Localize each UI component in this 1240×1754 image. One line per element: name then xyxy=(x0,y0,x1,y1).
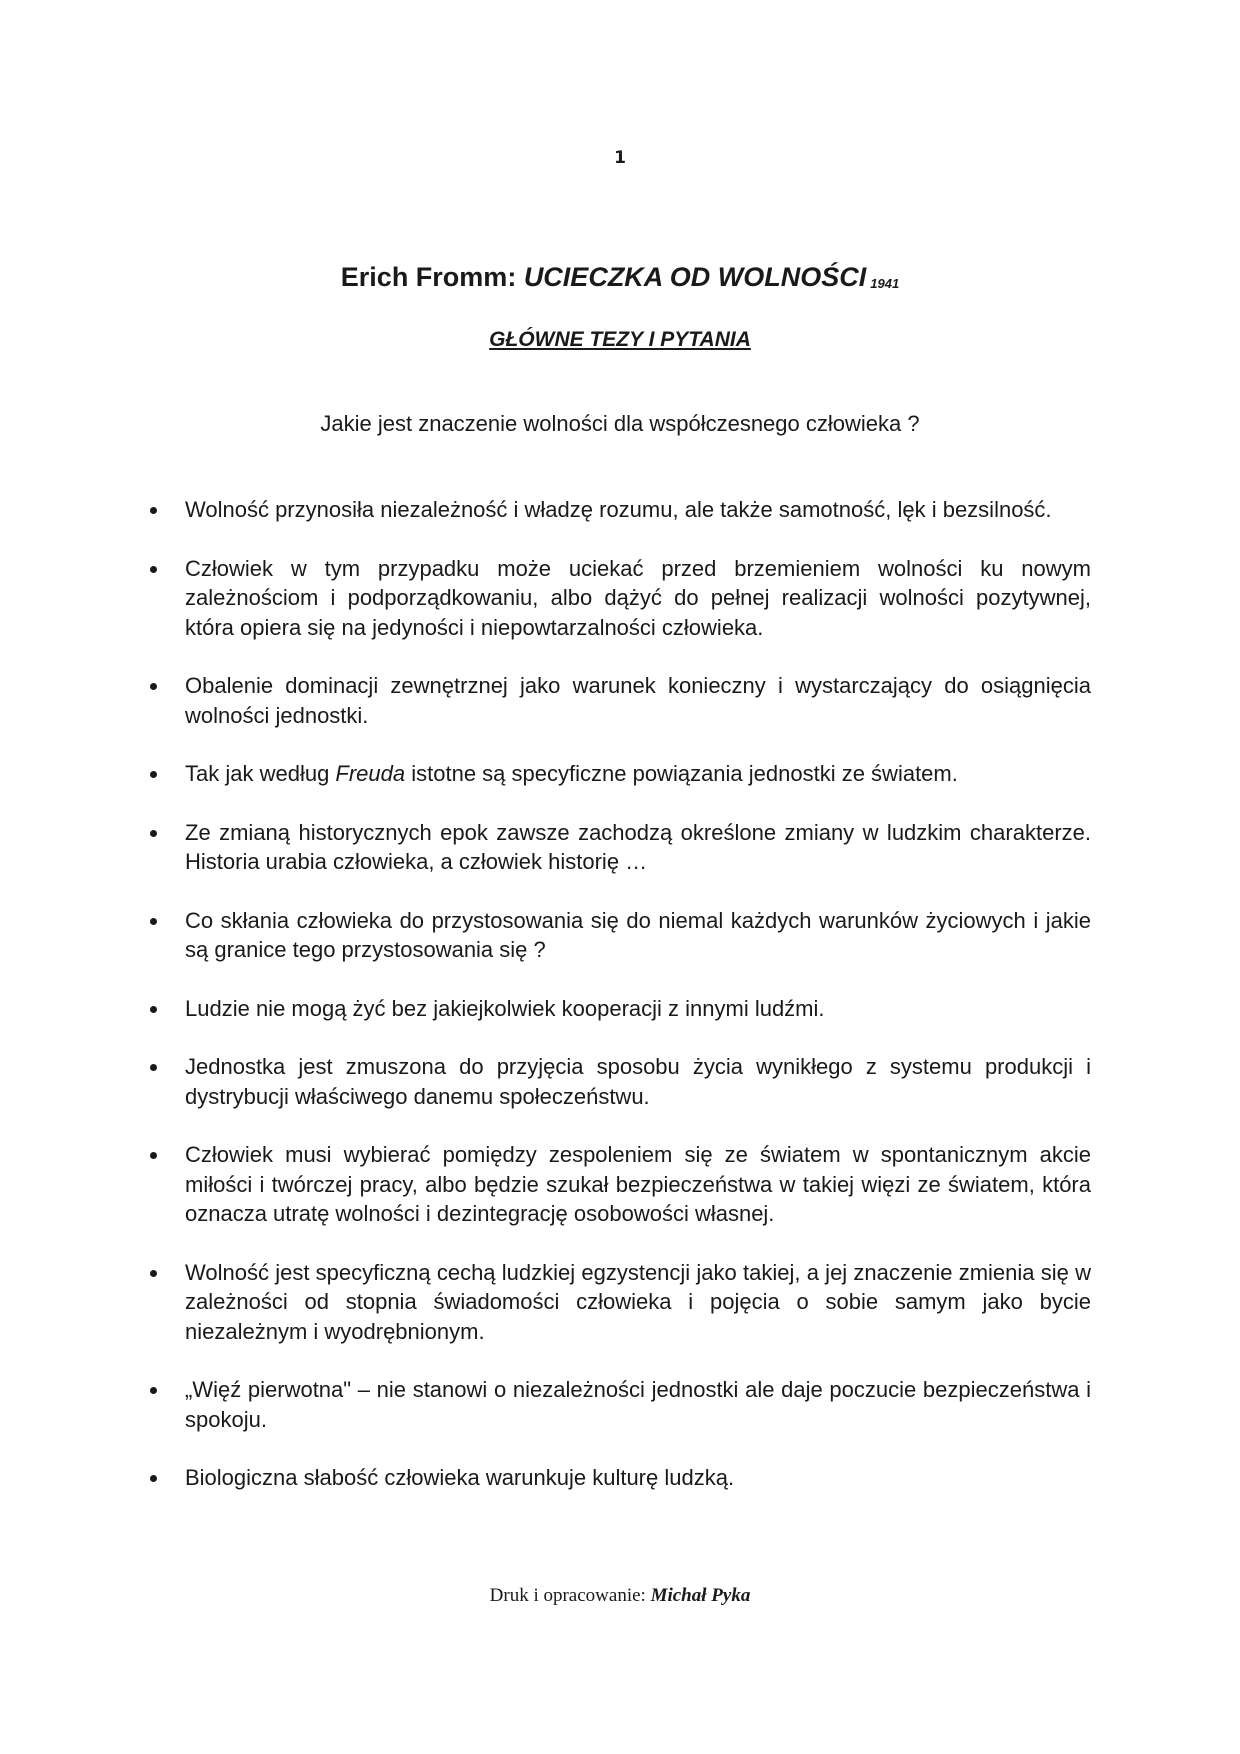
title-book: UCIECZKA OD WOLNOŚCI xyxy=(523,262,867,292)
bullet-dot xyxy=(150,1387,157,1394)
bullet-text-before: Tak jak według xyxy=(185,761,336,786)
bullet-dot xyxy=(150,566,157,573)
footer-label: Druk i opracowanie: xyxy=(489,1585,651,1606)
title-year: 1941 xyxy=(870,276,900,291)
bullet-dot xyxy=(150,683,157,690)
bullet-item xyxy=(0,1375,1091,1434)
bullet-dot xyxy=(150,1006,157,1013)
bullet-item xyxy=(0,1463,1091,1493)
bullet-item xyxy=(0,906,1091,965)
bullet-item xyxy=(0,1258,1091,1347)
bullet-text: Obalenie dominacji zewnętrznej jako warunek konieczny i wystarczający do osiągnięcia wolności jednostki. xyxy=(185,673,1091,728)
footer-author: Michał Pyka xyxy=(650,1585,751,1606)
bullet-dot xyxy=(150,1270,157,1277)
bullet-dot xyxy=(150,771,157,778)
page-title xyxy=(0,262,1240,293)
bullet-dot xyxy=(150,1475,157,1482)
main-question: Jakie jest znaczenie wolności dla współczesnego człowieka ? xyxy=(320,411,920,436)
bullet-text: Ludzie nie mogą żyć bez jakiejkolwiek kooperacji z innymi ludźmi. xyxy=(185,995,825,1021)
title-author: Erich Fromm: xyxy=(340,262,524,292)
bullet-item xyxy=(0,495,1091,525)
bullet-text: Ze zmianą historycznych epok zawsze zachodzą określone zmiany w ludzkim charakterze. Historia urabia człowieka, a człowiek historię … xyxy=(185,819,1091,874)
bullet-dot xyxy=(150,830,157,837)
bullet-item xyxy=(0,1052,1091,1111)
bullet-text: Człowiek musi wybierać pomiędzy zespoleniem się ze światem w spontanicznym akcie miłości i twórczej pracy, albo będzie szukał bezpieczeństwa w takiej więzi ze światem, która oznacza utratę wolności i dezintegrację osobowości własnej. xyxy=(185,1142,1091,1226)
bullet-item xyxy=(0,759,1091,789)
bullet-dot xyxy=(150,507,157,514)
bullet-text: „Więź pierwotna" – nie stanowi o niezależności jednostki ale daje poczucie bezpieczeństwa i spokoju. xyxy=(185,1377,1091,1432)
bullet-dot xyxy=(150,1152,157,1159)
bullet-dot xyxy=(150,918,157,925)
bullet-dot xyxy=(150,1064,157,1071)
bullet-text-after: istotne są specyficzne powiązania jednostki ze światem. xyxy=(405,761,958,786)
bullet-text-freud: Freuda xyxy=(335,761,406,786)
bullet-text: Jednostka jest zmuszona do przyjęcia sposobu życia wynikłego z systemu produkcji i dystrybucji właściwego danemu społeczeństwu. xyxy=(185,1054,1091,1109)
bullet-item xyxy=(0,671,1091,730)
bullet-text: Wolność jest specyficzną cechą ludzkiej egzystencji jako takiej, a jej znaczenie zmienia się w zależności od stopnia świadomości człowieka i pojęcia o sobie samym jako bycie niezależnym i wyodrębnionym. xyxy=(185,1259,1091,1344)
bullet-item xyxy=(0,554,1091,643)
bullet-text: Co skłania człowieka do przystosowania się do niemal każdych warunków życiowych i jakie są granice tego przystosowania się ? xyxy=(185,907,1091,962)
bullet-item xyxy=(0,818,1091,877)
bullet-item xyxy=(0,1140,1091,1229)
page-subtitle: GŁÓWNE TEZY I PYTANIA xyxy=(489,328,751,351)
bullet-list xyxy=(0,495,1240,1522)
bullet-item xyxy=(0,994,1091,1024)
page-number: 1 xyxy=(614,148,626,168)
bullet-text: Biologiczna słabość człowieka warunkuje kulturę ludzką. xyxy=(185,1465,735,1490)
footer xyxy=(0,1585,1240,1607)
bullet-text: Wolność przynosiła niezależność i władzę rozumu, ale także samotność, lęk i bezsilność. xyxy=(185,497,1052,522)
bullet-text: Człowiek w tym przypadku może uciekać przed brzemieniem wolności ku nowym zależnościom i podporządkowaniu, albo dążyć do pełnej realizacji wolności pozytywnej, która opiera się na jedyności i niepowtarzalności człowieka. xyxy=(185,555,1091,640)
